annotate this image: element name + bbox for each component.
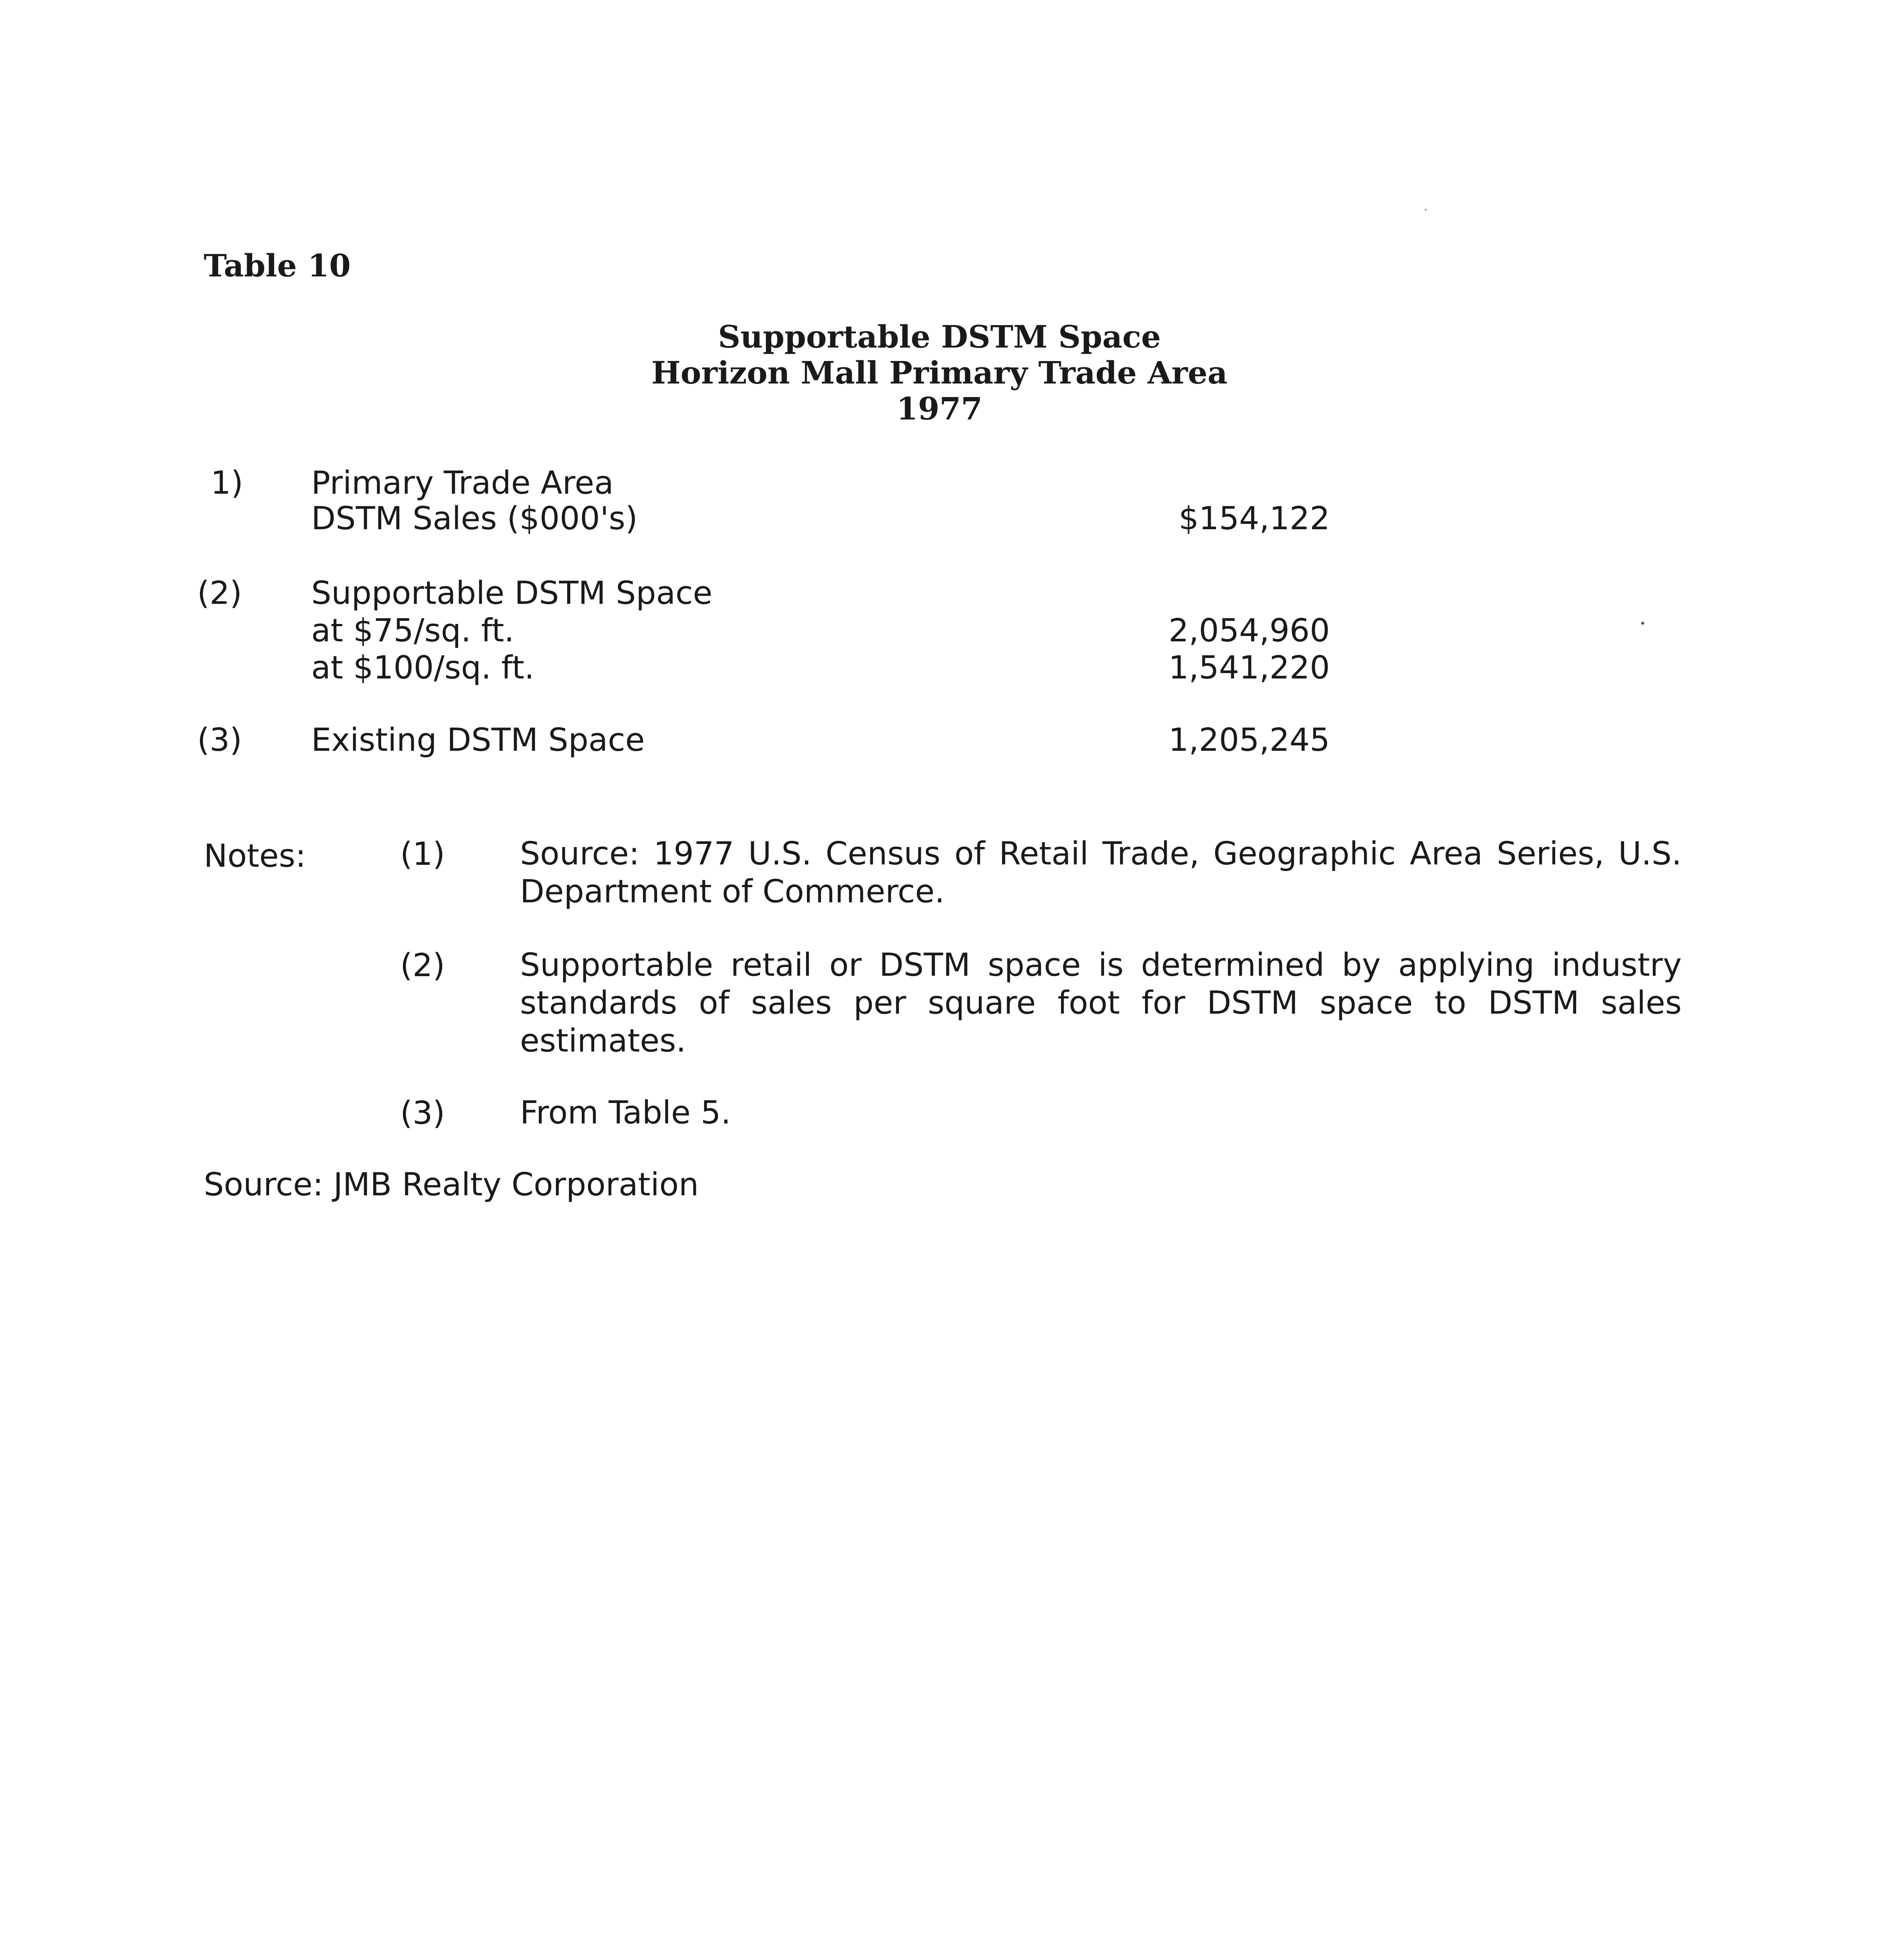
note-2-number: (2) (400, 947, 445, 984)
row-3-number: (3) (197, 722, 242, 759)
scan-speck (1641, 622, 1644, 625)
notes-heading: Notes: (204, 838, 306, 874)
row-3-value: 1,205,245 (1168, 722, 1330, 759)
note-1-number: (1) (400, 836, 445, 873)
row-1-number: 1) (211, 465, 244, 501)
row-1-label-line-2: DSTM Sales ($000's) (311, 500, 638, 537)
row-1-label-line-1: Primary Trade Area (311, 465, 614, 501)
row-2-number: (2) (197, 575, 242, 612)
row-2-label-line-1: Supportable DSTM Space (311, 575, 713, 612)
table-title (580, 319, 1299, 427)
title-line-2: Horizon Mall Primary Trade Area (651, 355, 1228, 391)
row-1-value: $154,122 (1178, 500, 1330, 537)
note-2-text: Supportable retail or DSTM space is determined by applying industry standards of sales per square foot for DSTM space to DSTM sales estimates. (520, 947, 1682, 1059)
note-3-number: (3) (400, 1095, 445, 1132)
row-2-value-2: 1,541,220 (1168, 649, 1330, 686)
row-2-label-line-2: at $75/sq. ft. (311, 612, 515, 649)
row-2-value-1: 2,054,960 (1168, 612, 1330, 649)
title-line-1: Supportable DSTM Space (718, 319, 1161, 355)
source-line: Source: JMB Realty Corporation (204, 1166, 699, 1203)
note-1-text: Source: 1977 U.S. Census of Retail Trade, Geographic Area Series, U.S. Department of Commerce. (520, 835, 1682, 910)
scan-speck (1425, 209, 1427, 211)
table-label: Table 10 (204, 247, 351, 284)
note-3-text: From Table 5. (520, 1094, 731, 1131)
row-3-label-line-1: Existing DSTM Space (311, 722, 645, 759)
title-line-3: 1977 (896, 390, 983, 427)
row-2-label-line-3: at $100/sq. ft. (311, 649, 535, 686)
